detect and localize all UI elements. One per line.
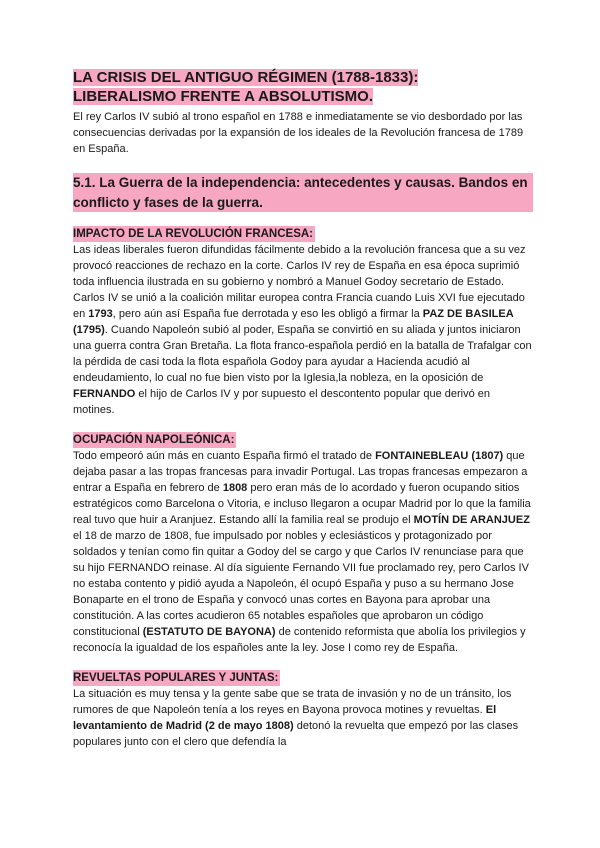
section-title: 5.1. La Guerra de la independencia: antecedentes y causas. Bandos en conflicto y fases de la guerra. xyxy=(73,173,533,212)
revueltas-block xyxy=(73,668,533,750)
ocupacion-block xyxy=(73,430,533,656)
document-title xyxy=(73,68,533,106)
title-line-2: LIBERALISMO FRENTE A ABSOLUTISMO. xyxy=(73,88,373,105)
ocupacion-paragraph: Todo empeoró aún más en cuanto España firmó el tratado de FONTAINEBLEAU (1807) que dejaba pasar a las tropas francesas para invadir Portugal. Las tropas francesas empezaron a entrar a España en febrero de 1808 pero eran más de lo acordado y fueron ocupando sitios estratégicos como Barcelona o Vitoria, e incluso llegaron a ocupar Madrid por lo que la familia real tuvo que huir a Aranjuez. Estando allí la familia real se produjo el MOTÍN DE ARANJUEZ el 18 de marzo de 1808, fue impulsado por nobles y eclesiásticos y protagonizado por soldados y tenían como fin quitar a Godoy del se cargo y que Carlos IV renunciase para que su hijo FERNANDO reinase. Al día siguiente Fernando VII fue proclamado rey, pero Carlos IV no estaba contento y pidió ayuda a Napoleón, él ocupó España y puso a su hermano Jose Bonaparte en el trono de España y convocó unas cortes en Bayona para aprobar una constitución. A las cortes acudieron 65 notables españoles que aprobaron un código constitucional (ESTATUTO DE BAYONA) de contenido reformista que abolía los privilegios y reconocía la igualdad de los españoles ante la ley. Jose I como rey de España. xyxy=(73,450,531,654)
impacto-heading: IMPACTO DE LA REVOLUCIÓN FRANCESA: xyxy=(73,228,314,240)
impacto-paragraph: Las ideas liberales fueron difundidas fácilmente debido a la revolución francesa que a su vez provocó reacciones de rechazo en la corte. Carlos IV rey de España en esa época suprimió toda influencia ilustrada en su gobierno y nombró a Manuel Godoy secretario de Estado. Carlos IV se unió a la coalición militar europea contra Francia cuando Luis XVI fue ejecutado en 1793, pero aún así España fue derrotada y eso les obligó a firmar la PAZ DE BASILEA (1795). Cuando Napoleón subió al poder, España se convirtió en su aliada y juntos iniciaron una guerra contra Gran Bretaña. La flota franco-española perdió en la batalla de Trafalgar con la pérdida de casi toda la flota española Godoy para ayudar a Hacienda acudió al endeudamiento, lo cual no fue bien visto por la Iglesia,la nobleza, en la oposición de FERNANDO el hijo de Carlos IV y por supuesto el descontento popular que derivó en motines. xyxy=(73,244,532,416)
title-line-1: LA CRISIS DEL ANTIGUO RÉGIMEN (1788-1833): xyxy=(73,69,419,86)
impacto-block xyxy=(73,224,533,418)
revueltas-paragraph: La situación es muy tensa y la gente sabe que se trata de invasión y no de un tránsito, los rumores de que Napoleón tenía a los reyes en Bayona provoca motines y revueltas. El levantamiento de Madrid (2 de mayo 1808) detonó la revuelta que empezó por las clases populares junto con el clero que defendía la xyxy=(73,688,519,748)
intro-paragraph: El rey Carlos IV subió al trono español en 1788 e inmediatamente se vio desbordado por las consecuencias derivadas por la expansión de los ideales de la Revolución francesa de 1789 en España. xyxy=(73,111,524,155)
revueltas-heading: REVUELTAS POPULARES Y JUNTAS: xyxy=(73,672,279,684)
ocupacion-heading: OCUPACIÓN NAPOLEÓNICA: xyxy=(73,434,235,446)
document-page xyxy=(73,68,533,762)
